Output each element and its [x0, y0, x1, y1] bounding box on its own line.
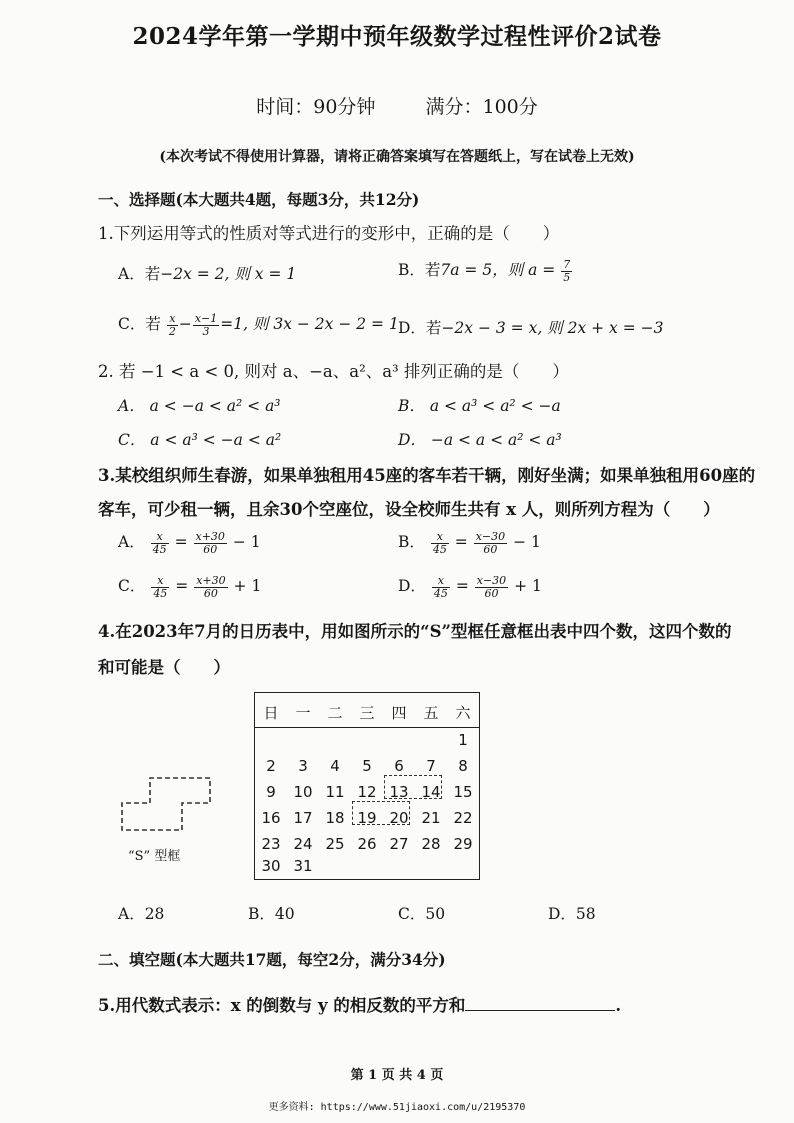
- calendar-day-cell: 15: [453, 783, 473, 801]
- calendar-day-cell: 30: [261, 857, 281, 875]
- calendar-day-cell: 7: [426, 757, 436, 775]
- q1-option-b: B．若7a = 5，则 a = $\frac{7}{5}$: [398, 257, 571, 284]
- q2-option-c: C． a < a³ < −a < a²: [118, 431, 282, 449]
- exam-info: [0, 92, 794, 119]
- calendar-header-cell: 五: [423, 704, 439, 722]
- resource-link: 更多资料: https://www.51jiaoxi.com/u/2195370: [268, 1102, 526, 1113]
- s-frame-overlay-bottom: [352, 801, 410, 825]
- q1-option-c: C．若 $\frac{x}{2}$ − $\frac{x-1}{3}$ =1, 则 3x − 2x − 2 = 1: [118, 311, 399, 338]
- page-footer: 第 1 页 共 4 页: [350, 1068, 444, 1083]
- calendar-day-cell: 13: [389, 783, 409, 801]
- q4-stem-line1: 4.在2023年7月的日历表中，用如图所示的“S”型框任意框出表中四个数，这四个数的: [98, 622, 732, 641]
- calendar-day-cell: 6: [394, 757, 404, 775]
- q2-option-d: D． −a < a < a² < a³: [398, 431, 562, 449]
- calendar-day-cell: 27: [389, 835, 409, 853]
- calendar-day-cell: 17: [293, 809, 313, 827]
- calendar-day-cell: 18: [325, 809, 345, 827]
- calendar-day-cell: 2: [266, 757, 276, 775]
- calendar-day-cell: 29: [453, 835, 473, 853]
- s-frame-label: “S” 型框: [128, 849, 181, 864]
- calendar-day-cell: 19: [357, 809, 377, 827]
- calendar-day-cell: 1: [458, 731, 468, 749]
- calendar-day-cell: 28: [421, 835, 441, 853]
- calendar-day-cell: 14: [421, 783, 441, 801]
- calendar-day-cell: 3: [298, 757, 308, 775]
- q1-option-a: A．若−2x = 2, 则 x = 1: [118, 265, 297, 283]
- calendar-day-cell: 31: [293, 857, 313, 875]
- calendar-day-cell: 24: [293, 835, 313, 853]
- calendar-day-cell: 22: [453, 809, 473, 827]
- section-2-heading: 二、填空题(本大题共17题，每空2分，满分34分): [98, 950, 446, 969]
- calendar-day-cell: 16: [261, 809, 281, 827]
- s-frame-shape: [118, 770, 218, 836]
- calendar-day-cell: 23: [261, 835, 281, 853]
- calendar-header-cell: 一: [295, 704, 311, 722]
- calendar-day-cell: 25: [325, 835, 345, 853]
- q3-option-b: B． $\frac{x}{45}$ = $\frac{x-30}{60}$ − 1: [398, 529, 541, 556]
- q4-option-d: D．58: [548, 905, 596, 923]
- calendar-header-cell: 日: [263, 704, 279, 722]
- exam-notice: (本次考试不得使用计算器，请将正确答案填写在答题纸上，写在试卷上无效): [159, 149, 635, 165]
- calendar-day-cell: 20: [389, 809, 409, 827]
- calendar-day-cell: 11: [325, 783, 345, 801]
- q2-stem: 2. 若 −1 < a < 0, 则对 a、−a、a²、a³ 排列正确的是（ ）: [98, 362, 569, 381]
- q4-stem-line2: 和可能是（ ）: [98, 658, 230, 677]
- calendar-header-cell: 六: [455, 704, 471, 722]
- calendar-day-cell: 8: [458, 757, 468, 775]
- q3-option-a: A． $\frac{x}{45}$ = $\frac{x+30}{60}$ − 1: [118, 529, 261, 556]
- s-frame-figure: [118, 770, 218, 836]
- calendar-day-cell: 21: [421, 809, 441, 827]
- calendar-header-cell: 三: [359, 704, 375, 722]
- calendar-table: [254, 692, 480, 880]
- q1-option-d: D．若−2x − 3 = x, 则 2x + x = −3: [398, 319, 664, 337]
- calendar-day-cell: 10: [293, 783, 313, 801]
- calendar-header-cell: 二: [327, 704, 343, 722]
- calendar-header-cell: 四: [391, 704, 407, 722]
- q5-stem: 5.用代数式表示：x 的倒数与 y 的相反数的平方和 .: [98, 996, 622, 1015]
- q4-option-c: C．50: [398, 905, 446, 923]
- calendar-day-cell: 26: [357, 835, 377, 853]
- q5-answer-blank[interactable]: [465, 996, 615, 1011]
- section-1-heading: 一、选择题(本大题共4题，每题3分，共12分): [98, 190, 420, 209]
- exam-score: 满分：100分: [425, 96, 538, 118]
- q3-option-c: C． $\frac{x}{45}$ = $\frac{x+30}{60}$ + 1: [118, 573, 262, 600]
- calendar-day-cell: 9: [266, 783, 276, 801]
- exam-title: 2024学年第一学期中预年级数学过程性评价2试卷: [132, 23, 662, 50]
- calendar-header: [255, 693, 479, 728]
- q3-stem-line2: 客车，可少租一辆，且余30个空座位，设全校师生共有 x 人，则所列方程为（ ）: [98, 500, 720, 519]
- q2-option-a: A． a < −a < a² < a³: [118, 397, 281, 415]
- calendar-day-cell: 5: [362, 757, 372, 775]
- q3-option-d: D． $\frac{x}{45}$ = $\frac{x-30}{60}$ + 1: [398, 573, 542, 600]
- q3-stem-line1: 3.某校组织师生春游，如果单独租用45座的客车若干辆，刚好坐满；如果单独租用60座的: [98, 466, 756, 485]
- q1-stem: 1.下列运用等式的性质对等式进行的变形中，正确的是（ ）: [98, 224, 560, 243]
- exam-time: 时间：90分钟: [256, 96, 376, 118]
- calendar-day-cell: 4: [330, 757, 340, 775]
- q4-option-b: B．40: [248, 905, 295, 923]
- calendar-day-cell: 12: [357, 783, 377, 801]
- q2-option-b: B． a < a³ < a² < −a: [398, 397, 561, 415]
- s-frame-overlay-top: [384, 775, 442, 799]
- q4-option-a: A．28: [118, 905, 165, 923]
